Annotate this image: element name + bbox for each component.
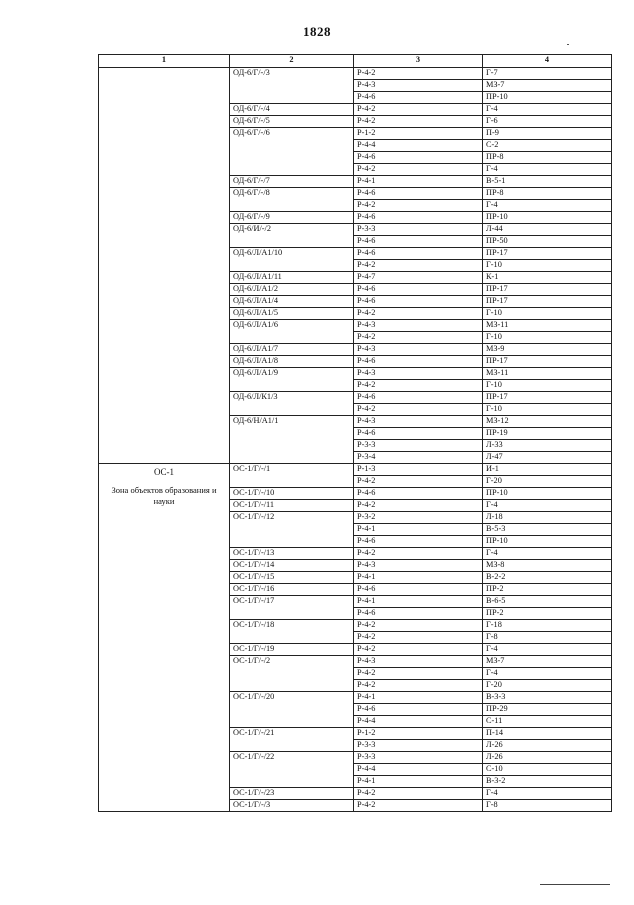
regulation-code-cell: Р-4-2: [354, 620, 483, 632]
subzone-id-cell: ОС-1/Г/-/22: [230, 752, 354, 788]
parameter-code-cell: Г-4: [483, 548, 612, 560]
parameter-code-cell: Г-4: [483, 200, 612, 212]
regulation-code-cell: Р-4-6: [354, 428, 483, 440]
regulation-code-cell: Р-4-3: [354, 320, 483, 332]
regulation-code-cell: Р-4-2: [354, 500, 483, 512]
parameter-code-cell: ПР-10: [483, 212, 612, 224]
parameter-code-cell: Г-8: [483, 800, 612, 812]
parameter-code-cell: ПР-10: [483, 488, 612, 500]
subzone-id-cell: ОД-6/Г/-/3: [230, 68, 354, 104]
parameter-code-cell: МЗ-12: [483, 416, 612, 428]
table-body: [99, 68, 612, 812]
regulation-code-cell: Р-4-6: [354, 296, 483, 308]
subzone-id-cell: ОС-1/Г/-/12: [230, 512, 354, 548]
regulation-code-cell: Р-1-2: [354, 728, 483, 740]
regulation-code-cell: Р-4-6: [354, 92, 483, 104]
parameter-code-cell: Г-4: [483, 644, 612, 656]
parameter-code-cell: Г-10: [483, 260, 612, 272]
subzone-id-cell: ОД-6/Л/А1/5: [230, 308, 354, 320]
parameter-code-cell: П-9: [483, 128, 612, 140]
zone-cell: [99, 68, 230, 464]
regulation-code-cell: Р-4-1: [354, 524, 483, 536]
parameter-code-cell: Г-10: [483, 332, 612, 344]
parameter-code-cell: МЗ-8: [483, 560, 612, 572]
column-header-4: 4: [483, 55, 612, 68]
regulation-code-cell: Р-4-2: [354, 104, 483, 116]
parameter-code-cell: МЗ-9: [483, 344, 612, 356]
zone-code: ОС-1: [153, 467, 175, 477]
zoning-table: [98, 54, 612, 812]
regulation-code-cell: Р-4-6: [354, 152, 483, 164]
subzone-id-cell: ОД-6/Л/А1/6: [230, 320, 354, 344]
subzone-id-cell: ОД-6/Г/-/7: [230, 176, 354, 188]
regulation-code-cell: Р-4-2: [354, 788, 483, 800]
parameter-code-cell: ПР-2: [483, 584, 612, 596]
parameter-code-cell: Г-8: [483, 632, 612, 644]
subzone-id-cell: ОС-1/Г/-/14: [230, 560, 354, 572]
subzone-id-cell: ОС-1/Г/-/21: [230, 728, 354, 752]
parameter-code-cell: Л-26: [483, 752, 612, 764]
subzone-id-cell: ОД-6/Г/-/6: [230, 128, 354, 176]
regulation-code-cell: Р-4-7: [354, 272, 483, 284]
subzone-id-cell: ОД-6/Л/А1/2: [230, 284, 354, 296]
parameter-code-cell: Г-10: [483, 308, 612, 320]
parameter-code-cell: Г-18: [483, 620, 612, 632]
regulation-code-cell: Р-4-2: [354, 116, 483, 128]
regulation-code-cell: Р-4-2: [354, 800, 483, 812]
regulation-code-cell: Р-4-4: [354, 764, 483, 776]
parameter-code-cell: ПР-17: [483, 392, 612, 404]
regulation-code-cell: Р-3-3: [354, 752, 483, 764]
parameter-code-cell: Л-26: [483, 740, 612, 752]
subzone-id-cell: ОС-1/Г/-/19: [230, 644, 354, 656]
regulation-code-cell: Р-4-2: [354, 308, 483, 320]
parameter-code-cell: ПР-2: [483, 608, 612, 620]
table-row: [99, 68, 612, 80]
subzone-id-cell: ОД-6/Г/-/8: [230, 188, 354, 212]
parameter-code-cell: МЗ-7: [483, 80, 612, 92]
subzone-id-cell: ОС-1/Г/-/3: [230, 800, 354, 812]
column-header-3: 3: [354, 55, 483, 68]
parameter-code-cell: Л-47: [483, 452, 612, 464]
parameter-code-cell: ПР-17: [483, 296, 612, 308]
subzone-id-cell: ОС-1/Г/-/15: [230, 572, 354, 584]
table-header-row: [99, 55, 612, 68]
parameter-code-cell: ПР-17: [483, 284, 612, 296]
subzone-id-cell: ОД-6/Г/-/9: [230, 212, 354, 224]
parameter-code-cell: Г-4: [483, 164, 612, 176]
subzone-id-cell: ОД-6/Г/-/4: [230, 104, 354, 116]
regulation-code-cell: Р-4-6: [354, 488, 483, 500]
parameter-code-cell: МЗ-11: [483, 320, 612, 332]
subzone-id-cell: ОС-1/Г/-/11: [230, 500, 354, 512]
subzone-id-cell: ОД-6/Л/А1/7: [230, 344, 354, 356]
regulation-code-cell: Р-1-3: [354, 464, 483, 476]
page-number: 1828: [303, 24, 331, 39]
parameter-code-cell: ПР-10: [483, 536, 612, 548]
scan-mark: [567, 44, 569, 45]
parameter-code-cell: МЗ-11: [483, 368, 612, 380]
regulation-code-cell: Р-4-3: [354, 344, 483, 356]
regulation-code-cell: Р-4-3: [354, 416, 483, 428]
subzone-id-cell: ОД-6/Н/А1/1: [230, 416, 354, 464]
parameter-code-cell: Г-4: [483, 104, 612, 116]
regulation-code-cell: Р-4-6: [354, 608, 483, 620]
parameter-code-cell: Л-44: [483, 224, 612, 236]
regulation-code-cell: Р-3-3: [354, 440, 483, 452]
subzone-id-cell: ОС-1/Г/-/10: [230, 488, 354, 500]
subzone-id-cell: ОС-1/Г/-/1: [230, 464, 354, 488]
subzone-id-cell: ОС-1/Г/-/16: [230, 584, 354, 596]
regulation-code-cell: Р-4-1: [354, 596, 483, 608]
subzone-id-cell: ОД-6/Л/А1/9: [230, 368, 354, 392]
column-header-2: 2: [230, 55, 354, 68]
parameter-code-cell: Г-10: [483, 380, 612, 392]
subzone-id-cell: ОС-1/Г/-/23: [230, 788, 354, 800]
subzone-id-cell: ОД-6/Г/-/5: [230, 116, 354, 128]
parameter-code-cell: ПР-8: [483, 188, 612, 200]
parameter-code-cell: Г-10: [483, 404, 612, 416]
regulation-code-cell: Р-4-3: [354, 368, 483, 380]
parameter-code-cell: И-1: [483, 464, 612, 476]
regulation-code-cell: Р-4-6: [354, 248, 483, 260]
regulation-code-cell: Р-3-4: [354, 452, 483, 464]
regulation-code-cell: Р-4-4: [354, 716, 483, 728]
regulation-code-cell: Р-4-6: [354, 212, 483, 224]
parameter-code-cell: П-14: [483, 728, 612, 740]
regulation-code-cell: Р-4-2: [354, 644, 483, 656]
regulation-code-cell: Р-4-2: [354, 548, 483, 560]
regulation-code-cell: Р-4-2: [354, 68, 483, 80]
parameter-code-cell: ПР-50: [483, 236, 612, 248]
parameter-code-cell: ПР-29: [483, 704, 612, 716]
parameter-code-cell: В-5-1: [483, 176, 612, 188]
subzone-id-cell: ОС-1/Г/-/18: [230, 620, 354, 644]
regulation-code-cell: Р-4-2: [354, 260, 483, 272]
parameter-code-cell: Г-4: [483, 788, 612, 800]
subzone-id-cell: ОС-1/Г/-/2: [230, 656, 354, 692]
subzone-id-cell: ОС-1/Г/-/20: [230, 692, 354, 728]
parameter-code-cell: ПР-17: [483, 248, 612, 260]
regulation-code-cell: Р-4-6: [354, 284, 483, 296]
parameter-code-cell: ПР-17: [483, 356, 612, 368]
regulation-code-cell: Р-4-6: [354, 584, 483, 596]
parameter-code-cell: ПР-19: [483, 428, 612, 440]
regulation-code-cell: Р-4-3: [354, 560, 483, 572]
regulation-code-cell: Р-4-2: [354, 476, 483, 488]
subzone-id-cell: ОД-6/Л/А1/10: [230, 248, 354, 272]
parameter-code-cell: Л-18: [483, 512, 612, 524]
regulation-code-cell: Р-4-6: [354, 236, 483, 248]
regulation-code-cell: Р-4-1: [354, 776, 483, 788]
regulation-code-cell: Р-4-6: [354, 356, 483, 368]
regulation-code-cell: Р-4-2: [354, 404, 483, 416]
column-header-1: 1: [99, 55, 230, 68]
parameter-code-cell: В-3-3: [483, 692, 612, 704]
regulation-code-cell: Р-4-4: [354, 140, 483, 152]
parameter-code-cell: Г-20: [483, 476, 612, 488]
regulation-code-cell: Р-4-2: [354, 632, 483, 644]
regulation-code-cell: Р-4-1: [354, 692, 483, 704]
regulation-code-cell: Р-1-2: [354, 128, 483, 140]
regulation-code-cell: Р-3-3: [354, 740, 483, 752]
regulation-code-cell: Р-4-3: [354, 80, 483, 92]
parameter-code-cell: С-10: [483, 764, 612, 776]
parameter-code-cell: С-2: [483, 140, 612, 152]
parameter-code-cell: В-2-2: [483, 572, 612, 584]
parameter-code-cell: В-6-5: [483, 596, 612, 608]
subzone-id-cell: ОД-6/И/-/2: [230, 224, 354, 248]
parameter-code-cell: МЗ-7: [483, 656, 612, 668]
parameter-code-cell: Г-20: [483, 680, 612, 692]
regulation-code-cell: Р-4-2: [354, 680, 483, 692]
regulation-code-cell: Р-4-6: [354, 188, 483, 200]
regulation-code-cell: Р-4-1: [354, 176, 483, 188]
parameter-code-cell: Г-7: [483, 68, 612, 80]
parameter-code-cell: К-1: [483, 272, 612, 284]
regulation-code-cell: Р-3-2: [354, 512, 483, 524]
subzone-id-cell: ОС-1/Г/-/13: [230, 548, 354, 560]
regulation-code-cell: Р-4-2: [354, 668, 483, 680]
parameter-code-cell: Г-4: [483, 668, 612, 680]
zone-name: Зона объектов образования и науки: [111, 485, 217, 506]
subzone-id-cell: ОД-6/Л/А1/11: [230, 272, 354, 284]
parameter-code-cell: Л-33: [483, 440, 612, 452]
parameter-code-cell: Г-4: [483, 500, 612, 512]
zone-cell: [99, 464, 230, 812]
regulation-code-cell: Р-4-1: [354, 572, 483, 584]
table-row: [99, 464, 612, 476]
parameter-code-cell: ПР-8: [483, 152, 612, 164]
regulation-code-cell: Р-4-2: [354, 200, 483, 212]
parameter-code-cell: ПР-10: [483, 92, 612, 104]
parameter-code-cell: С-11: [483, 716, 612, 728]
regulation-code-cell: Р-4-6: [354, 392, 483, 404]
regulation-code-cell: Р-4-2: [354, 164, 483, 176]
footer-rule: [540, 884, 610, 885]
subzone-id-cell: ОД-6/Л/А1/8: [230, 356, 354, 368]
subzone-id-cell: ОД-6/Л/А1/4: [230, 296, 354, 308]
regulation-code-cell: Р-3-3: [354, 224, 483, 236]
regulation-code-cell: Р-4-2: [354, 332, 483, 344]
regulation-code-cell: Р-4-3: [354, 656, 483, 668]
subzone-id-cell: ОД-6/Л/К1/3: [230, 392, 354, 416]
parameter-code-cell: В-5-3: [483, 524, 612, 536]
parameter-code-cell: Г-6: [483, 116, 612, 128]
subzone-id-cell: ОС-1/Г/-/17: [230, 596, 354, 620]
parameter-code-cell: В-3-2: [483, 776, 612, 788]
regulation-code-cell: Р-4-6: [354, 536, 483, 548]
regulation-code-cell: Р-4-2: [354, 380, 483, 392]
regulation-code-cell: Р-4-6: [354, 704, 483, 716]
